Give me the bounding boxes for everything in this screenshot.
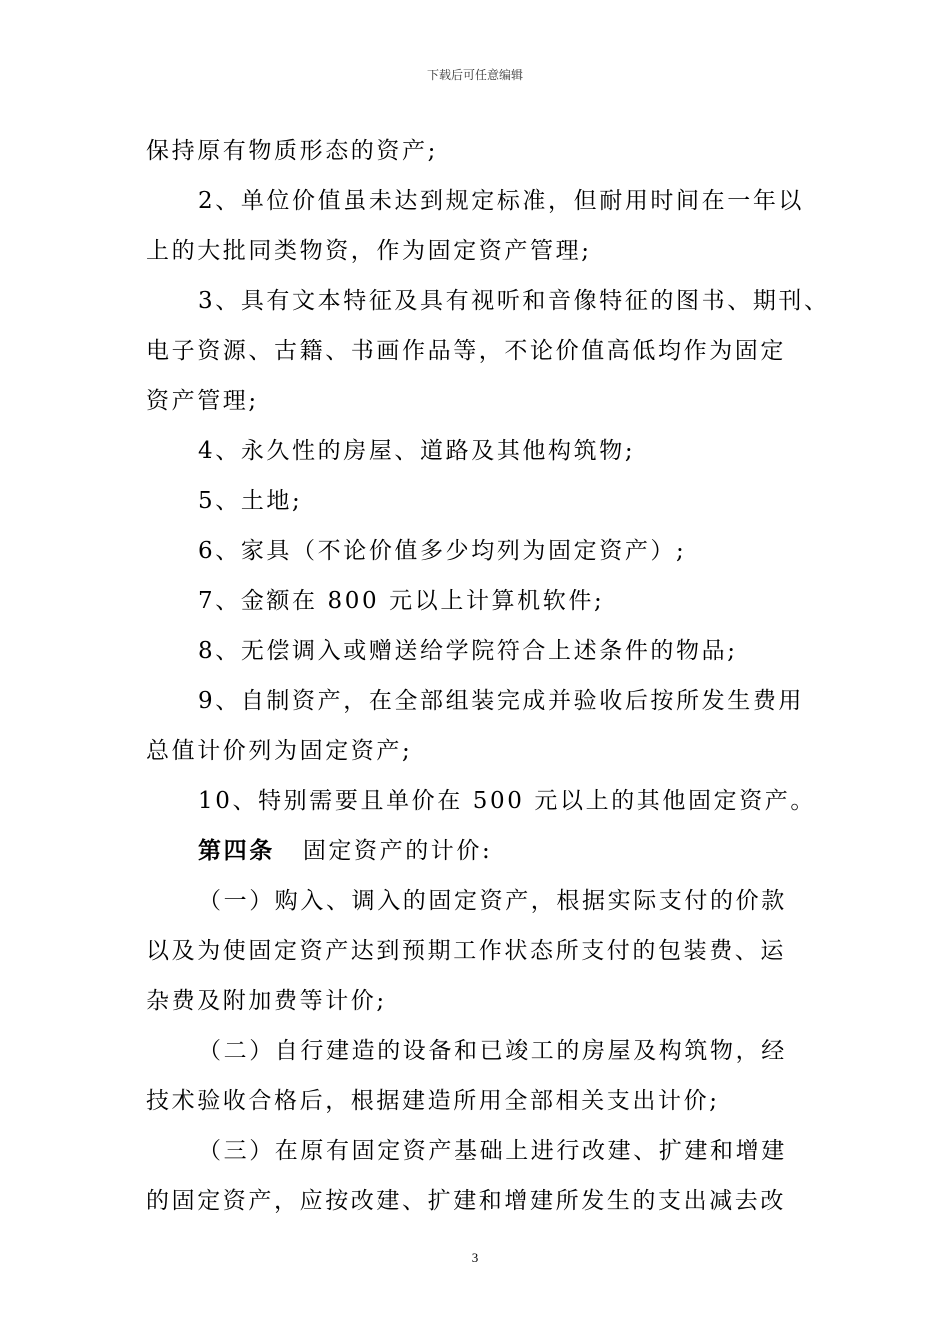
list-item-10: 10、特别需要且单价在 500 元以上的其他固定资产。	[198, 788, 816, 814]
list-item-7: 7、金额在 800 元以上计算机软件;	[198, 588, 605, 614]
page-number: 3	[471, 1250, 479, 1265]
list-item-2: 2、单位价值虽未达到规定标准，但耐用时间在一年以	[198, 188, 805, 214]
article-heading: 第四条	[198, 837, 275, 864]
text-line: 资产管理;	[146, 388, 259, 414]
text-line: 上的大批同类物资，作为固定资产管理;	[146, 238, 592, 264]
text-line: 以及为使固定资产达到预期工作状态所支付的包装费、运	[146, 938, 786, 964]
document-body	[146, 126, 830, 1226]
text-line: 保持原有物质形态的资产;	[146, 138, 438, 164]
clause-one: （一）购入、调入的固定资产，根据实际支付的价款	[198, 888, 787, 914]
text-line: 总值计价列为固定资产;	[146, 738, 413, 764]
article-title: 固定资产的计价:	[302, 838, 493, 864]
article-four-line	[146, 826, 826, 876]
clause-three: （三）在原有固定资产基础上进行改建、扩建和增建	[198, 1138, 787, 1164]
list-item-9: 9、自制资产，在全部组装完成并验收后按所发生费用	[198, 688, 805, 714]
list-item-5: 5、土地;	[198, 488, 303, 514]
text-line: 杂费及附加费等计价;	[146, 988, 387, 1014]
list-item-3: 3、具有文本特征及具有视听和音像特征的图书、期刊、	[198, 288, 830, 314]
text-line: 技术验收合格后，根据建造所用全部相关支出计价;	[146, 1088, 720, 1114]
list-item-8: 8、无偿调入或赠送给学院符合上述条件的物品;	[198, 638, 738, 664]
text-line: 电子资源、古籍、书画作品等，不论价值高低均作为固定	[146, 338, 786, 364]
text-line: 的固定资产，应按改建、扩建和增建所发生的支出减去改	[146, 1188, 786, 1214]
clause-two: （二）自行建造的设备和已竣工的房屋及构筑物，经	[198, 1038, 787, 1064]
list-item-6: 6、家具（不论价值多少均列为固定资产）;	[198, 538, 687, 564]
page-header-note: 下载后可任意编辑	[426, 68, 523, 82]
list-item-4: 4、永久性的房屋、道路及其他构筑物;	[198, 438, 636, 464]
